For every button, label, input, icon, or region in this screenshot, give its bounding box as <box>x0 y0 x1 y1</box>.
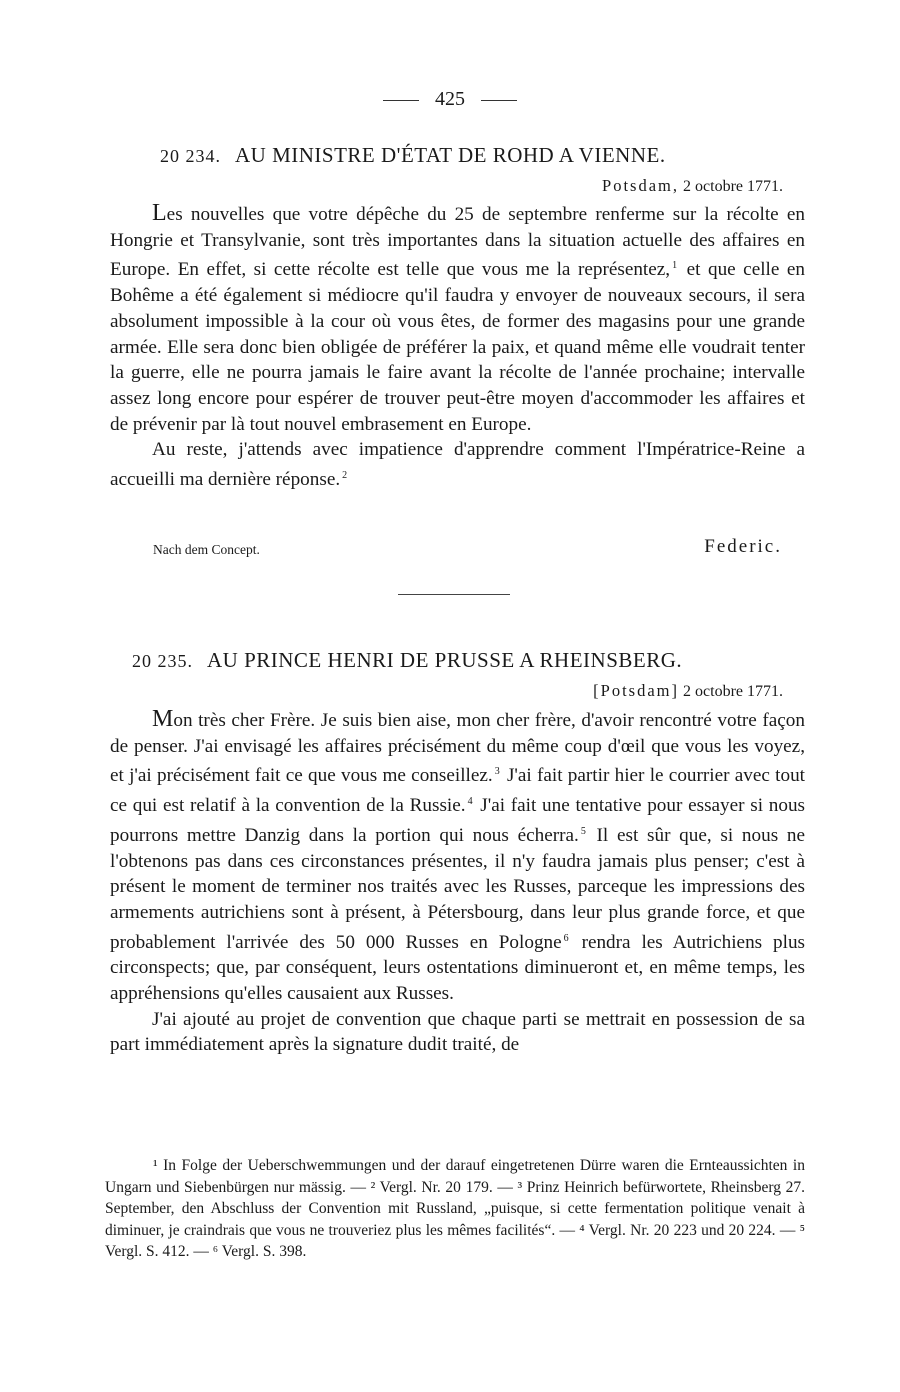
dateline-date: 2 octobre 1771. <box>683 683 783 700</box>
page-number-dash-right <box>481 100 517 101</box>
signature: Federic. <box>704 536 782 557</box>
footnote-marker: 3 <box>494 766 500 778</box>
letter-dateline-20234 <box>602 176 783 196</box>
footnote-marker: 5 <box>580 825 586 837</box>
letter-number: 20 234. <box>160 146 221 166</box>
paragraph <box>110 1007 805 1058</box>
footnote-marker: 4 <box>467 796 473 808</box>
page-number-dash-left <box>383 100 419 101</box>
footnotes <box>105 1155 805 1263</box>
section-separator <box>398 594 510 595</box>
letter-dateline-20235 <box>593 681 783 701</box>
dateline-place: [Potsdam] <box>593 681 680 700</box>
letter-title: AU MINISTRE D'ÉTAT DE ROHD A VIENNE. <box>235 143 666 167</box>
paragraph-text: J'ai ajouté au projet de convention que chaque parti se mettrait en possession de sa part immédiatement après la signature dudit traité, de <box>110 1008 805 1056</box>
dateline-place: Potsdam, <box>602 176 680 195</box>
paragraph <box>110 437 805 492</box>
letter-heading-20234 <box>160 143 666 168</box>
paragraph-text: Au reste, j'attends avec impatience d'apprendre comment l'Impératrice-Reine a accueilli ma dernière réponse. <box>110 439 805 491</box>
footnote-marker: 6 <box>563 932 569 944</box>
paragraph <box>110 201 805 437</box>
initial-letter: M <box>152 706 174 732</box>
source-note: Nach dem Concept. <box>153 542 260 557</box>
dateline-date: 2 octobre 1771. <box>683 178 783 195</box>
letter-body-20234 <box>110 201 805 493</box>
footnote-marker: 2 <box>342 470 348 482</box>
letter-heading-20235 <box>132 648 682 673</box>
paragraph-text: J'ai fait une tentative pour essayer si nous pourrons mettre Danzig dans la portion qui nous écherra. <box>110 795 806 846</box>
footnote-marker: 1 <box>672 260 678 272</box>
paragraph-text: es nouvelles que votre dépêche du 25 de septembre renferme sur la récolte en Hongrie et Transylvanie, sont très importantes dans la situation actuelle des affaires en Europe. En effet, si cette récolte est telle que vous me la représentez, <box>110 204 805 281</box>
footnote-text: ¹ In Folge der Ueberschwemmungen und der darauf eingetretenen Dürre waren die Ernteaussichten in Ungarn und Siebenbürgen nur mässig. — ² Vergl. Nr. 20 179. — ³ Prinz Heinrich befürwortete, Rheinsberg 27. September, den Abschluss der Convention mit Russland, „puisque, si cette fermentation politique venait à diminuer, je craindrais que vous ne trouveriez plus les mêmes facilités“. — ⁴ Vergl. Nr. 20 223 und 20 224. — ⁵ Vergl. S. 412. — ⁶ Vergl. S. 398. <box>105 1157 805 1261</box>
letter-number: 20 235. <box>132 651 193 671</box>
letter-title: AU PRINCE HENRI DE PRUSSE A RHEINSBERG. <box>207 648 683 672</box>
initial-letter: L <box>152 200 167 226</box>
paragraph-text: rendra les Autrichiens plus circonspects; que, par conséquent, leurs ostentations diminueront et, en même temps, les appréhensions qu'elles causaient aux Russes. <box>110 931 806 1005</box>
page-number: 425 <box>435 88 465 110</box>
page-number-line <box>0 88 900 111</box>
paragraph-text: J'ai fait partir hier le courrier avec tout ce qui est relatif à la convention de la Russie. <box>110 765 806 817</box>
letter-body-20235 <box>110 707 805 1058</box>
paragraph-text: Il est sûr que, si nous ne l'obtenons pas dans ces circonstances présentes, il n'y faudra jamais plus penser; c'est à présent le moment de terminer nos traités avec les Russes, parceque les impressions des armements autrichiens sont à présent, à Pétersbourg, dans leur plus grande force, et que probablement l'arrivée des 50 000 Russes en Pologne <box>110 824 805 953</box>
paragraph-text: on très cher Frère. Je suis bien aise, mon cher frère, d'avoir rencontré votre façon de penser. J'ai envisagé les affaires précisément du même coup d'œil que vous les voyez, et j'ai précisément fait ce que vous me conseillez. <box>110 710 805 787</box>
paragraph <box>110 707 805 1007</box>
paragraph-text: et que celle en Bohême a été également si médiocre qu'il faudra y envoyer de nouveaux secours, il sera absolument impossible à la cour où vous êtes, de former des magasins pour une grande armée. Elle sera donc bien obligée de préférer la paix, et quand même elle voudrait tenter la guerre, elle ne pourra jamais le faire avant la récolte de l'année prochaine; intervalle assez long encore pour espérer de trouver peut-être moyen d'accommoder les affaires et de prévenir par là tout nouvel embrasement en Europe. <box>110 259 806 435</box>
